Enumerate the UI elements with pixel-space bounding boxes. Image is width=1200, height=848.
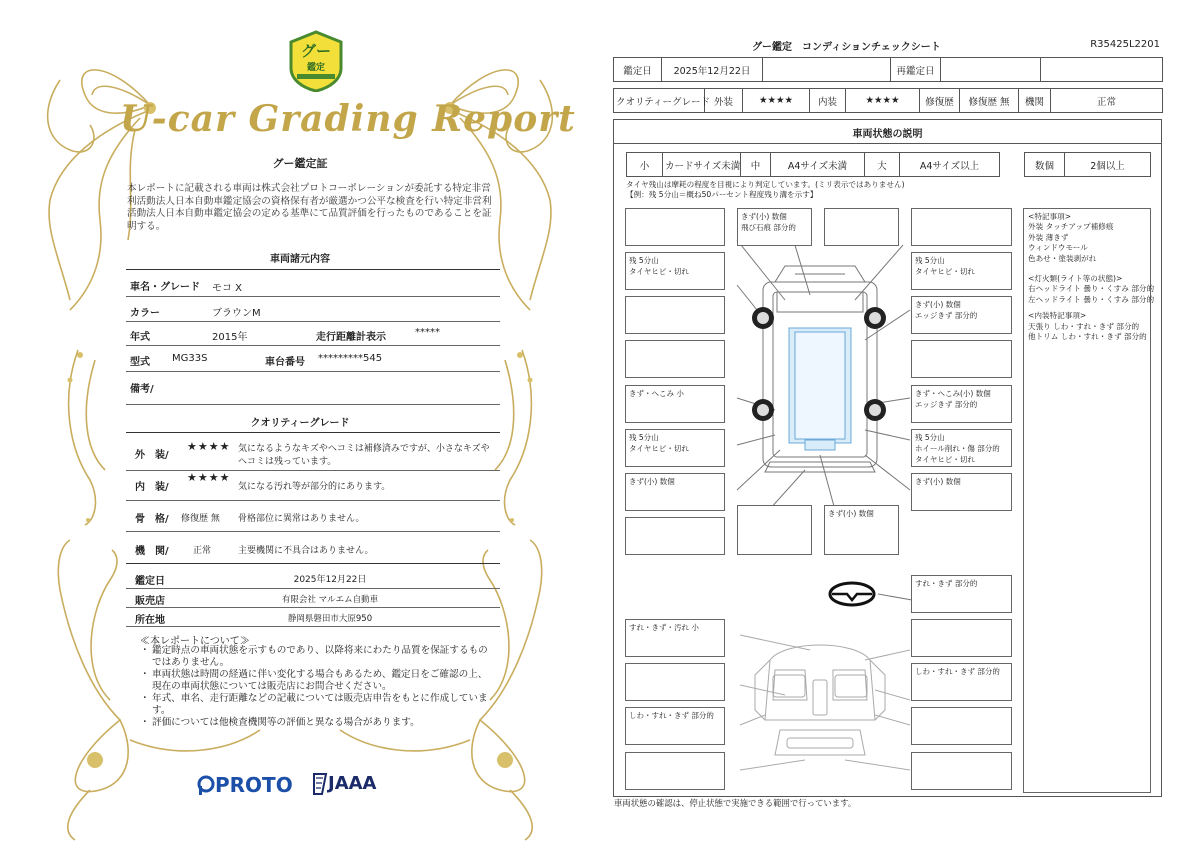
- spec-year-value: 2015年: [212, 332, 248, 343]
- condition-text: すれ・きず 部分的: [915, 579, 978, 588]
- legend-large: 大: [865, 153, 900, 177]
- condition-text: きず(小) 数個: [915, 300, 961, 309]
- spec-model-value: MG33S: [172, 353, 208, 364]
- condition-text: エッジきず 部分的: [915, 400, 978, 409]
- condition-text: エッジきず 部分的: [915, 311, 978, 320]
- spec-mileage-label: 走行距離計表示: [316, 332, 386, 343]
- condition-text: 残 5分山: [915, 256, 945, 265]
- legend-count: 数個: [1025, 153, 1065, 177]
- info-date-value: 2025年12月22日: [293, 575, 367, 585]
- special-line: ウィンドウモール: [1028, 243, 1088, 253]
- divider: [126, 626, 500, 627]
- condition-text: ホイール削れ・傷 部分的: [915, 444, 1000, 453]
- proto-logo: PROTO: [215, 773, 293, 797]
- logo-text-bottom: 鑑定: [306, 63, 325, 73]
- condition-box: [911, 707, 1012, 745]
- interior-notes-line: 天張り しわ・すれ・きず 部分的: [1028, 321, 1140, 331]
- report-title: U-car Grading Report: [120, 98, 576, 140]
- condition-text: 残 5分山: [629, 256, 659, 265]
- condition-box: [625, 517, 725, 555]
- size-legend: [626, 152, 1000, 177]
- notes-title: ≪本レポートについて≫: [140, 636, 250, 647]
- condition-box: [911, 429, 1012, 467]
- divider: [126, 296, 500, 297]
- condition-box: [911, 663, 1012, 701]
- special-line: 外装 タッチアップ補修痕: [1028, 222, 1114, 232]
- logo-text-top: グー: [300, 42, 331, 60]
- lights-title: <灯火類(ライト等の状態)>: [1028, 274, 1123, 284]
- count-legend: [1024, 152, 1151, 177]
- legend-medium: 中: [741, 153, 771, 177]
- grade-exterior-label: 外 装/: [135, 450, 169, 461]
- engine-label: 機関: [1019, 89, 1051, 113]
- grade-interior-text: 気になる汚れ等が部分的にあります。: [238, 482, 391, 492]
- condition-box: [625, 296, 725, 334]
- date-label: 鑑定日: [614, 58, 662, 82]
- interior-notes-title: <内装特記事項>: [1028, 311, 1087, 321]
- spec-color-label: カラー: [130, 308, 160, 319]
- legend-medium-desc: A4サイズ未満: [771, 153, 865, 177]
- date-value: 2025年12月22日: [662, 58, 763, 82]
- empty-cell: [1041, 58, 1163, 82]
- condition-text: しわ・すれ・きず 部分的: [915, 667, 1000, 676]
- special-title: <特記事項>: [1028, 212, 1072, 221]
- condition-text: 飛び石痕 部分的: [741, 223, 796, 232]
- note-item: ・ 鑑定時点の車両状態を示すものであり、以降将来にわたり品質を保証するものではありません。: [140, 645, 490, 669]
- grade-engine-value: 正常: [193, 546, 212, 556]
- spec-remarks-label: 備考/: [130, 384, 154, 395]
- divider: [126, 345, 500, 346]
- info-location-value: 静岡県磐田市大原950: [287, 614, 373, 624]
- grade-section-title: クオリティーグレード: [250, 418, 350, 429]
- divider: [126, 470, 500, 471]
- lights-line: 左ヘッドライト 曇り・くすみ 部分的: [1028, 294, 1155, 304]
- redate-label: 再鑑定日: [891, 58, 941, 82]
- grade-interior-stars: ★★★★: [187, 471, 231, 484]
- spec-section-title: 車両諸元内容: [270, 254, 330, 265]
- report-code: R35425L2201: [1090, 39, 1160, 50]
- spec-model-label: 型式: [130, 357, 150, 368]
- grade-exterior-text-2: ヘコミは残っています。: [238, 457, 337, 467]
- condition-box: [911, 296, 1012, 334]
- divider: [126, 432, 500, 433]
- divider: [126, 321, 500, 322]
- condition-box: [911, 473, 1012, 511]
- certificate-title: グー鑑定証: [272, 157, 328, 170]
- condition-box: [824, 208, 899, 246]
- car-interior-diagram: [725, 620, 915, 790]
- condition-box: [911, 575, 1012, 613]
- engine-value: 正常: [1051, 89, 1163, 113]
- condition-box: [625, 619, 725, 657]
- divider: [126, 531, 500, 532]
- condition-box: [911, 752, 1012, 790]
- spec-year-label: 年式: [130, 332, 150, 343]
- car-exterior-diagram: [725, 200, 915, 520]
- condition-text: きず・へこみ 小: [629, 389, 684, 398]
- jaaa-logo-icon: [312, 770, 328, 796]
- info-date-label: 鑑定日: [135, 576, 165, 587]
- repair-label: 修復歴: [920, 89, 960, 113]
- condition-text: きず(小) 数個: [828, 509, 874, 518]
- condition-text: きず・へこみ(小) 数個: [915, 389, 991, 398]
- condition-text: タイヤヒビ・切れ: [915, 455, 975, 464]
- grade-engine-label: 機 関/: [135, 546, 169, 557]
- info-shop-label: 販売店: [135, 596, 165, 607]
- steering-leader: [878, 592, 914, 604]
- divider: [126, 607, 500, 608]
- note-item: ・ 年式、車名、走行距離などの記載については販売店申告をもとに作成しています。: [140, 693, 490, 717]
- grade-frame-label: 骨 格/: [135, 514, 169, 525]
- date-row: [613, 57, 1163, 82]
- condition-text: きず(小) 数個: [741, 212, 787, 221]
- note-item: ・ 車両状態は時間の経過に伴い変化する場合もあるため、鑑定日をご確認の上、現在の車両状態については販売店にお問合せください。: [140, 669, 490, 693]
- jaaa-logo: JAAA: [328, 773, 377, 794]
- legend-count-desc: 2個以上: [1065, 153, 1151, 177]
- condition-box: [625, 340, 725, 378]
- condition-box: [625, 208, 725, 246]
- footer-note: 車両状態の確認は、停止状態で実施できる範囲で行っています。: [614, 798, 857, 808]
- interior-label: 内装: [810, 89, 846, 113]
- tire-note-line-2: 【例：残 5分山＝概ね50パーセント程度残り溝を示す】: [626, 190, 818, 199]
- divider: [126, 269, 500, 270]
- special-notes-panel: [1023, 208, 1155, 793]
- condition-box: [625, 252, 725, 290]
- empty-cell: [763, 58, 891, 82]
- condition-box: [824, 505, 899, 555]
- divider: [126, 404, 500, 405]
- condition-box: [911, 619, 1012, 657]
- quality-label: クオリティーグレード: [614, 89, 705, 113]
- grade-frame-text: 骨格部位に異常はありません。: [238, 514, 365, 524]
- condition-box: [911, 385, 1012, 423]
- condition-box: [911, 252, 1012, 290]
- condition-title: 車両状態の説明: [852, 129, 923, 140]
- grade-row: [613, 88, 1163, 113]
- repair-value: 修復歴 無: [960, 89, 1019, 113]
- condition-box: [737, 208, 812, 246]
- legend-large-desc: A4サイズ以上: [900, 153, 1000, 177]
- divider: [613, 143, 1162, 144]
- notes-list: [140, 645, 490, 729]
- spec-chassis-value: *********545: [318, 353, 383, 364]
- condition-box: [737, 505, 812, 555]
- condition-text: しわ・すれ・きず 部分的: [629, 711, 714, 720]
- lights-line: 右ヘッドライト 曇り・くすみ 部分的: [1028, 284, 1155, 294]
- spec-name-value: モコ X: [212, 283, 243, 294]
- tire-note-line-1: タイヤ残山は摩耗の程度を目視により判定しています。(ミリ表示ではありません): [626, 180, 905, 189]
- spec-chassis-label: 車台番号: [265, 357, 305, 368]
- grade-engine-text: 主要機関に不具合はありません。: [238, 546, 374, 556]
- condition-text: 残 5分山: [629, 433, 659, 442]
- special-line: 外装 薄きず: [1028, 232, 1069, 242]
- condition-box: [625, 707, 725, 745]
- legend-small-desc: カードサイズ未満: [663, 153, 741, 177]
- condition-box: [625, 663, 725, 701]
- condition-text: 残 5分山: [915, 433, 945, 442]
- condition-text: タイヤヒビ・切れ: [629, 267, 689, 276]
- redate-value: [941, 58, 1041, 82]
- grade-exterior-text: 気になるようなキズやヘコミは補修済みですが、小さなキズや: [238, 444, 490, 454]
- proto-logo-icon: [197, 774, 215, 796]
- grade-exterior-stars: ★★★★: [187, 440, 231, 453]
- condition-text: タイヤヒビ・切れ: [629, 444, 689, 453]
- steering-wheel-icon: [827, 580, 877, 608]
- condition-box: [625, 385, 725, 423]
- spec-mileage-value: *****: [415, 327, 440, 338]
- condition-box: [911, 208, 1012, 246]
- condition-box: [911, 340, 1012, 378]
- interior-stars: ★★★★: [846, 89, 920, 113]
- certificate-text: 本レポートに記載される車両は株式会社プロトコーポレーションが委託する特定非営利活動法人日本自動車鑑定協会の資格保有者が厳選かつ公平な検査を行い特定非営利活動法人日本自動車鑑定協会の定める基準にて品質評価を行ったものであることを証明する。: [127, 183, 492, 232]
- condition-text: すれ・きず・汚れ 小: [629, 623, 699, 632]
- divider: [126, 500, 500, 501]
- divider: [126, 563, 500, 564]
- grade-interior-label: 内 装/: [135, 482, 169, 493]
- spec-color-value: ブラウンM: [212, 308, 261, 319]
- divider: [126, 371, 500, 372]
- condition-box: [625, 473, 725, 511]
- condition-text: きず(小) 数個: [915, 477, 961, 486]
- legend-small: 小: [627, 153, 663, 177]
- spec-name-label: 車名・グレード: [130, 282, 200, 293]
- exterior-stars: ★★★★: [743, 89, 810, 113]
- condition-text: タイヤヒビ・切れ: [915, 267, 975, 276]
- interior-notes-line: 他トリム しわ・すれ・きず 部分的: [1028, 332, 1147, 342]
- info-location-label: 所在地: [135, 615, 165, 626]
- spacer: [1028, 264, 1146, 274]
- condition-box: [625, 752, 725, 790]
- sheet-title: グー鑑定 コンディションチェックシート: [752, 42, 941, 53]
- special-line: 色あせ・塗装剥がれ: [1028, 253, 1097, 263]
- info-shop-value: 有限会社 マルエム自動車: [281, 595, 379, 605]
- condition-text: きず(小) 数個: [629, 477, 675, 486]
- note-item: ・ 評価については他検査機関等の評価と異なる場合があります。: [140, 717, 490, 729]
- condition-box: [625, 429, 725, 467]
- divider: [126, 588, 500, 589]
- grade-frame-value: 修復歴 無: [181, 514, 220, 524]
- exterior-label: 外装: [705, 89, 743, 113]
- tire-note: [626, 180, 905, 200]
